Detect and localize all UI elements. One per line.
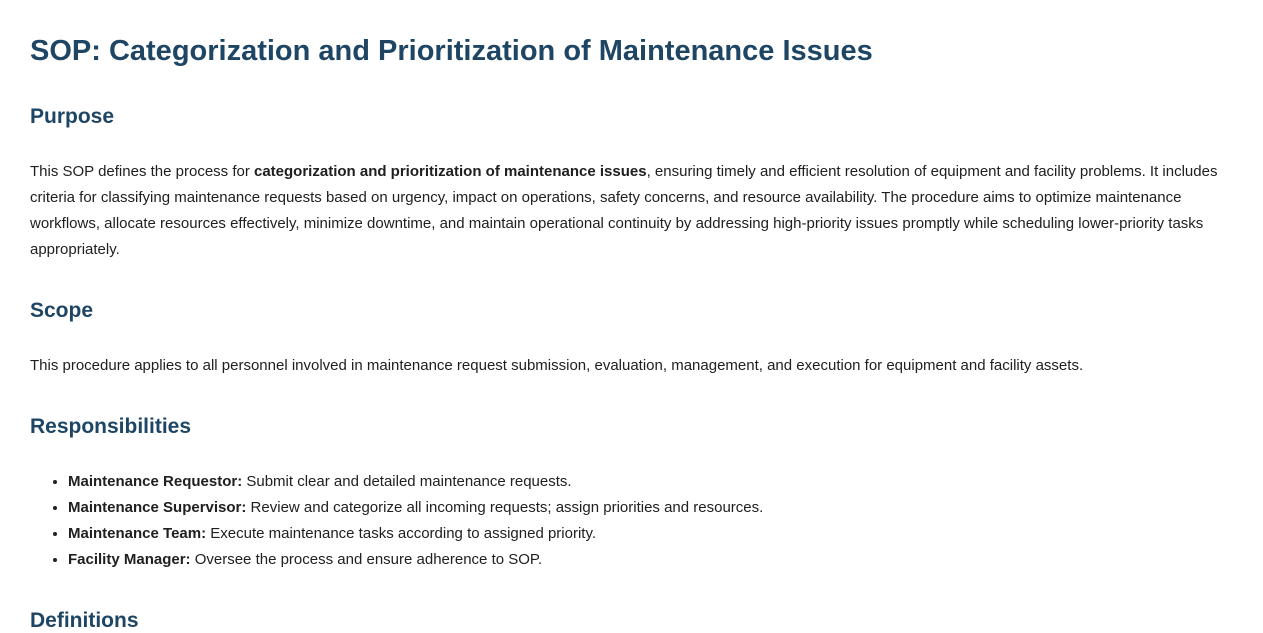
responsibility-role-label: Maintenance Supervisor: [68,499,247,516]
section-heading-responsibilities: Responsibilities [30,415,192,438]
responsibility-description: Execute maintenance tasks according to assigned priority. [206,525,597,542]
scope-paragraph: This procedure applies to all personnel involved in maintenance request submission, evaluation, management, and execution for equipment and facility assets. [30,357,1084,374]
page-title: SOP: Categorization and Prioritization of Maintenance Issues [30,35,873,67]
responsibilities-list [30,469,1233,573]
section-heading-definitions: Definitions [30,609,139,632]
responsibility-description: Oversee the process and ensure adherence to SOP. [190,551,543,568]
purpose-text-before-bold: This SOP defines the process for [30,163,254,180]
list-item [68,547,1233,573]
purpose-text-after-bold: , ensuring timely and efficient resolution of equipment and facility problems. It includes criteria for classifying maintenance requests based on urgency, impact on operations, safety concerns, and resource availability. The procedure aims to optimize maintenance workflows, allocate resources effectively, minimize downtime, and maintain operational continuity by addressing high-priority issues promptly while scheduling lower-priority tasks appropriately. [30,163,1218,258]
list-item [68,469,1233,495]
responsibility-description: Submit clear and detailed maintenance requests. [242,473,572,490]
list-item [68,495,1233,521]
responsibility-role-label: Maintenance Requestor: [68,473,243,490]
purpose-paragraph [30,159,1233,263]
list-item [68,521,1233,547]
purpose-bold-phrase: categorization and prioritization of maintenance issues [254,163,647,180]
section-heading-purpose: Purpose [30,105,115,128]
section-heading-scope: Scope [30,299,94,322]
responsibility-role-label: Facility Manager: [68,551,191,568]
responsibility-role-label: Maintenance Team: [68,525,207,542]
responsibility-description: Review and categorize all incoming requests; assign priorities and resources. [246,499,764,516]
